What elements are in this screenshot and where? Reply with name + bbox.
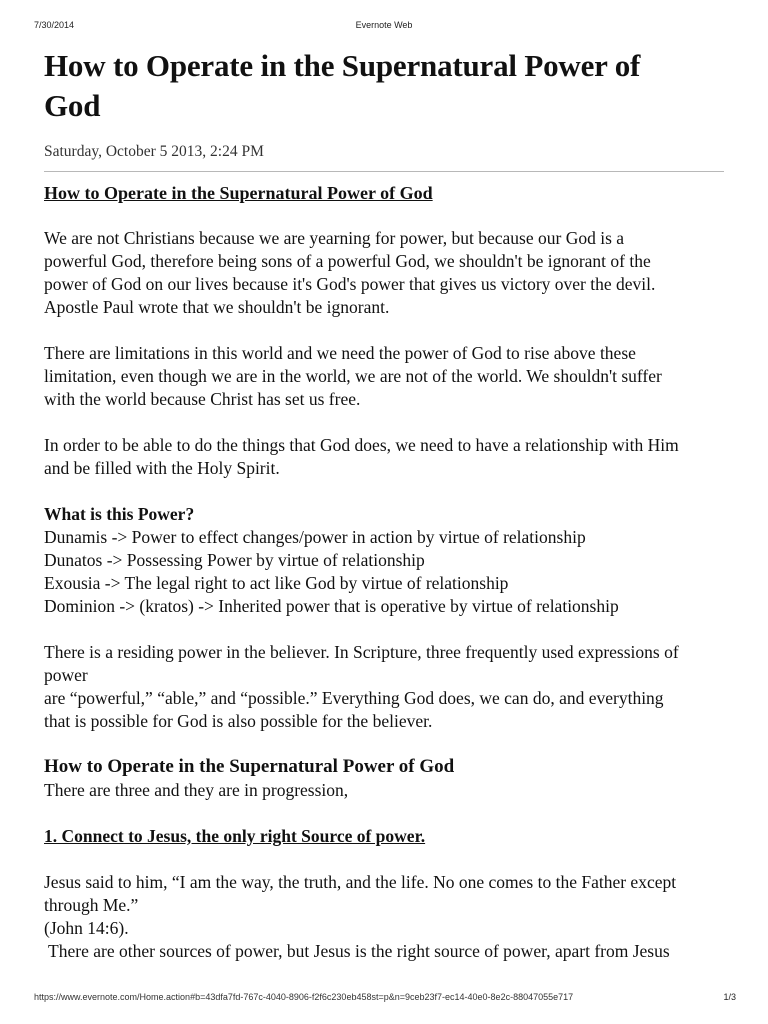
text-line: There are other sources of power, but Jesus is the right source of power, apart from Jesus — [44, 941, 670, 961]
text-line: power — [44, 665, 88, 685]
note-title-line: How to Operate in the Supernatural Power of — [44, 48, 641, 83]
text-line: through Me.” — [44, 895, 139, 915]
paragraph — [44, 871, 734, 963]
step-heading: 1. Connect to Jesus, the only right Source of power. — [44, 826, 426, 846]
print-date: 7/30/2014 — [34, 20, 75, 30]
text-line: with the world because Christ has set us free. — [44, 389, 361, 409]
header-divider — [44, 171, 724, 172]
power-item: Exousia -> The legal right to act like God by virtue of relationship — [44, 573, 509, 593]
text-line: There is a residing power in the believer. In Scripture, three frequently used expressions of — [44, 642, 679, 662]
text-line: limitation, even though we are in the world, we are not of the world. We shouldn't suffer — [44, 366, 662, 386]
page-number: 1/3 — [723, 992, 736, 1002]
print-header — [0, 20, 768, 34]
note-title — [44, 46, 734, 126]
note-title-line: God — [44, 88, 101, 123]
text-line: (John 14:6). — [44, 918, 129, 938]
text-line: Apostle Paul wrote that we shouldn't be ignorant. — [44, 297, 390, 317]
paragraph — [44, 227, 734, 319]
power-item: Dunamis -> Power to effect changes/power in action by virtue of relationship — [44, 527, 586, 547]
power-item: Dominion -> (kratos) -> Inherited power that is operative by virtue of relationship — [44, 596, 619, 616]
print-url: https://www.evernote.com/Home.action#b=43dfa7fd-767c-4040-8906-f2f6c230eb458st=p&n=9ceb23f7-ec14-40e0-8e2c-88047055e717 — [34, 992, 574, 1002]
paragraph — [44, 434, 734, 480]
text-line: are “powerful,” “able,” and “possible.” Everything God does, we can do, and everything — [44, 688, 664, 708]
power-heading: What is this Power? — [44, 504, 195, 524]
note-body — [44, 182, 734, 963]
section-heading: How to Operate in the Supernatural Power of God — [44, 756, 455, 777]
text-line: We are not Christians because we are yearning for power, but because our God is a — [44, 228, 625, 248]
print-footer — [0, 992, 768, 1006]
text-line: Jesus said to him, “I am the way, the truth, and the life. No one comes to the Father except — [44, 872, 677, 892]
text-line: There are limitations in this world and we need the power of God to rise above these — [44, 343, 636, 363]
paragraph — [44, 342, 734, 411]
text-line: In order to be able to do the things that God does, we need to have a relationship with Him — [44, 435, 679, 455]
text-line: power of God on our lives because it's God's power that gives us victory over the devil. — [44, 274, 656, 294]
paragraph — [44, 641, 734, 733]
print-app-name: Evernote Web — [355, 20, 413, 30]
text-line: and be filled with the Holy Spirit. — [44, 458, 280, 478]
section-intro: There are three and they are in progression, — [44, 780, 349, 800]
power-item: Dunatos -> Possessing Power by virtue of relationship — [44, 550, 425, 570]
step-heading-block — [44, 825, 734, 848]
power-definitions — [44, 503, 734, 618]
text-line: powerful God, therefore being sons of a powerful God, we shouldn't be ignorant of the — [44, 251, 651, 271]
note-content — [44, 46, 734, 963]
note-created-date: Saturday, October 5 2013, 2:24 PM — [44, 143, 264, 160]
note-subheading: How to Operate in the Supernatural Power of God — [44, 183, 433, 203]
text-line: that is possible for God is also possible for the believer. — [44, 711, 433, 731]
